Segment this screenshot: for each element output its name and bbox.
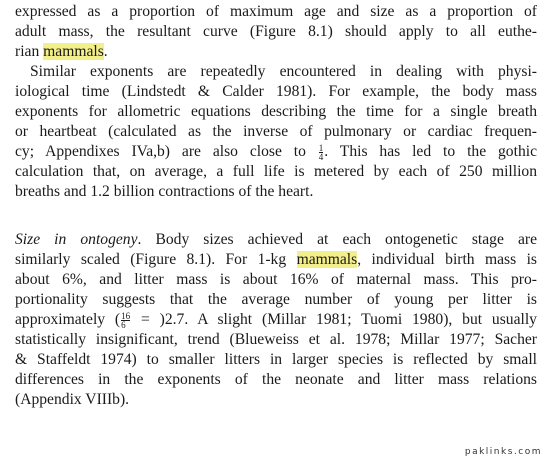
p3-line-2-text-b: , individual birth mass is [357, 251, 537, 268]
p1-line-3-text-b: . [103, 43, 108, 60]
fraction-one-quarter [319, 144, 324, 161]
p2-line-1: Similar exponents are repeatedly encountered in dealing with physi- [30, 63, 537, 80]
p2-line-6: calculation that, on average, a full life is metered by each of 250 million [15, 163, 537, 180]
p3-line-1 [15, 230, 537, 250]
fraction-numerator: 16 [121, 310, 131, 321]
fraction-denominator: 6 [121, 319, 126, 330]
p2-line-2: iological time (Lindstedt & Calder 1981). For example, the body mass [15, 83, 537, 100]
fraction-sixteen-sixths [121, 312, 130, 329]
p2-line-5-text-b: . This has led to the gothic [324, 143, 537, 160]
p2-line-7: breaths and 1.2 billion contractions of the heart. [15, 183, 314, 200]
p2-line-5 [15, 142, 537, 162]
p3-line-7: & Staffeldt 1974) to smaller litters in larger species is reflected by small [15, 351, 537, 368]
p1-line-2: adult mass, the resultant curve (Figure 8.1) should apply to all euthe- [15, 23, 537, 40]
p3-line-4: portionality suggests that the average number of young per litter is [15, 291, 537, 308]
p1-line-3 [15, 42, 537, 62]
section-heading-size-in-ontogeny: Size in ontogeny [15, 231, 138, 248]
p3-line-6: statistically insignificant, trend (Blueweiss et al. 1978; Millar 1977; Sacher [15, 331, 537, 348]
highlight-mammals-2: mammals [296, 251, 358, 268]
p3-line-8: differences in the exponents of the neonate and litter mass relations [15, 371, 537, 388]
fraction-numerator: 1 [318, 142, 324, 153]
p3-line-9: (Appendix VIIIb). [15, 391, 130, 408]
fraction-denominator: 4 [318, 151, 324, 162]
p3-line-2 [15, 250, 537, 270]
watermark-text: paklinks.com [464, 447, 542, 457]
p3-line-5-text-b: = )2.7. A slight (Millar 1981; Tuomi 1980), but usually [131, 311, 537, 328]
p3-line-3: about 6%, and litter mass is about 16% of maternal mass. This pro- [15, 271, 537, 288]
p3-line-5 [15, 310, 537, 330]
p3-line-1-text-b: . Body sizes achieved at each ontogenetic stage are [137, 231, 537, 248]
p3-line-5-text-a: approximately ( [15, 311, 121, 328]
p1-line-1: expressed as a proportion of maximum age and size as a proportion of [15, 3, 537, 20]
p2-line-3: exponents for allometric equations describing the time for a single breath [15, 103, 537, 120]
p2-line-5-text-a: cy; Appendixes IVa,b) are also close to [15, 143, 318, 160]
p2-line-4: or heartbeat (calculated as the inverse of pulmonary or cardiac frequen- [15, 123, 537, 140]
p1-line-3-text-a: rian [15, 43, 44, 60]
p3-line-2-text-a: similarly scaled (Figure 8.1). For 1-kg [15, 251, 297, 268]
highlight-mammals-1: mammals [43, 43, 104, 60]
